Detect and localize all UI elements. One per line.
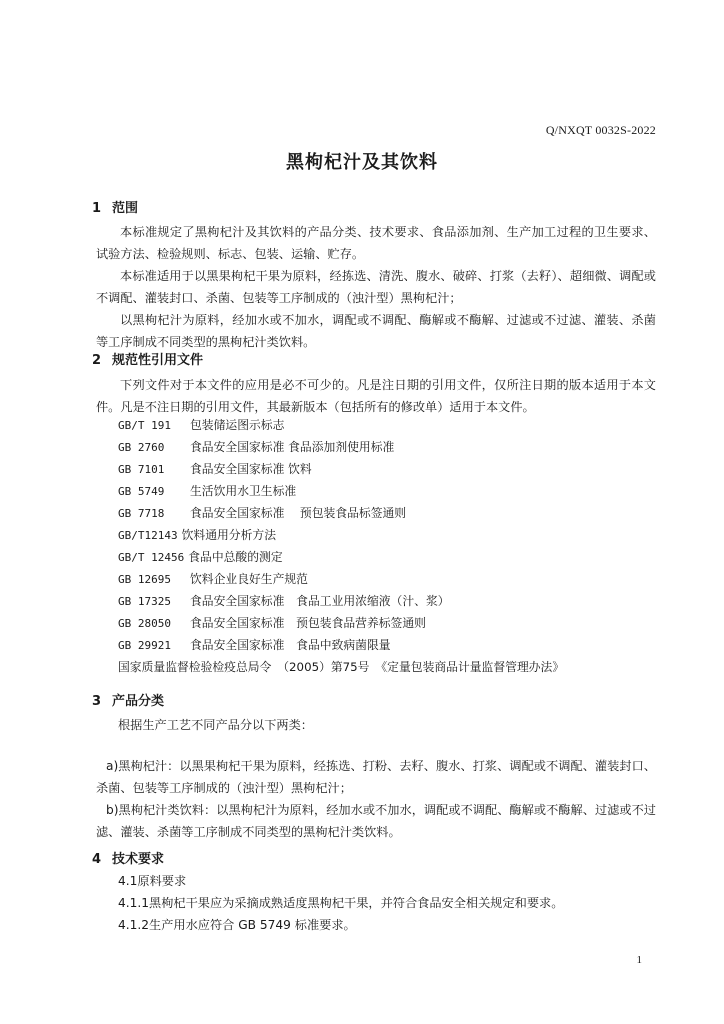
section-2-intro: 下列文件对于本文件的应用是必不可少的。凡是注日期的引用文件，仅所注日期的版本适用于本文件。凡是不注日期的引用文件，其最新版本（包括所有的修改单）适用于本文件。 — [96, 378, 656, 414]
reference-code: GB 28050 — [118, 617, 171, 630]
reference-code: GB 5749 — [118, 485, 165, 498]
section-3-item-b: b)黑枸杞汁类饮料：以黑枸杞汁为原料，经加水或不加水，调配或不调配、酶解或不酶解、过滤或不过滤、灌装、杀菌等工序制成不同类型的黑枸杞汁类饮料。 — [96, 803, 656, 839]
reference-title: 食品安全国家标准 食品添加剂使用标准 — [190, 440, 395, 454]
section-title: 规范性引用文件 — [112, 353, 204, 368]
reference-item — [118, 438, 394, 455]
reference-title: 食品安全国家标准 预包装食品标签通则 — [190, 506, 407, 520]
clause-4-1-1: 4.1.1黑枸杞干果应为采摘成熟适度黑枸杞干果，并符合食品安全相关规定和要求。 — [118, 896, 564, 910]
reference-item — [118, 592, 450, 609]
reference-item — [118, 636, 391, 653]
reference-code: GB 2760 — [118, 441, 165, 454]
section-number: 4 — [92, 852, 102, 867]
section-2-heading — [92, 349, 203, 368]
reference-item — [118, 460, 312, 477]
reference-code: GB/T12143 — [118, 529, 178, 542]
reference-item-decree: 国家质量监督检验检疫总局令 （2005）第75号 《定量包装商品计量监督管理办法》 — [118, 660, 565, 674]
section-3-item-a: a)黑枸杞汁：以黑果枸杞干果为原料，经拣选、打粉、去籽、腹水、打浆、调配或不调配、灌装封口、杀菌、包装等工序制成的（浊汁型）黑枸杞汁； — [96, 759, 656, 795]
reference-title: 饮料通用分析方法 — [181, 528, 276, 542]
clause-4-1-2: 4.1.2生产用水应符合 GB 5749 标准要求。 — [118, 918, 356, 932]
reference-title: 包装储运图示标志 — [190, 418, 285, 432]
reference-item — [118, 614, 426, 631]
section-3-intro: 根据生产工艺不同产品分以下两类： — [118, 718, 313, 732]
reference-item — [118, 482, 296, 499]
section-1-paragraph-2: 本标准适用于以黑果枸杞干果为原料，经拣选、清洗、腹水、破碎、打浆（去籽）、超细微、调配或不调配、灌装封口、杀菌、包装等工序制成的（浊汁型）黑枸杞汁； — [96, 269, 656, 305]
section-1-paragraph-3: 以黑枸杞汁为原料，经加水或不加水，调配或不调配、酶解或不酶解、过滤或不过滤、灌装、杀菌等工序制成不同类型的黑枸杞汁类饮料。 — [96, 313, 656, 349]
reference-code: GB 7101 — [118, 463, 165, 476]
reference-code: GB 7718 — [118, 507, 165, 520]
standard-code: Q/NXQT 0032S-2022 — [545, 123, 656, 137]
section-number: 2 — [92, 353, 102, 368]
reference-code: GB 29921 — [118, 639, 171, 652]
section-title: 产品分类 — [112, 694, 165, 709]
reference-code: GB 17325 — [118, 595, 171, 608]
reference-item — [118, 504, 406, 521]
document-title: 黑枸杞汁及其饮料 — [286, 152, 438, 173]
reference-item — [118, 416, 284, 433]
reference-title: 饮料企业良好生产规范 — [190, 572, 308, 586]
section-1-heading — [92, 197, 138, 216]
reference-title: 食品中总酸的测定 — [188, 550, 283, 564]
clause-4-1: 4.1原料要求 — [118, 874, 187, 888]
reference-code: GB 12695 — [118, 573, 171, 586]
reference-title: 食品安全国家标准 饮料 — [190, 462, 312, 476]
reference-item — [118, 570, 308, 587]
page-number: 1 — [636, 954, 642, 966]
section-4-heading — [92, 848, 164, 867]
reference-title: 食品安全国家标准 预包装食品营养标签通则 — [190, 616, 426, 630]
section-3-heading — [92, 690, 164, 709]
section-title: 技术要求 — [112, 852, 165, 867]
section-number: 1 — [92, 201, 102, 216]
reference-code: GB/T 191 — [118, 419, 171, 432]
reference-item — [118, 548, 283, 565]
reference-item — [118, 526, 276, 543]
section-number: 3 — [92, 694, 102, 709]
reference-code: GB/T 12456 — [118, 551, 185, 564]
section-title: 范围 — [112, 201, 139, 216]
reference-title: 生活饮用水卫生标准 — [190, 484, 297, 498]
reference-title: 食品安全国家标准 食品中致病菌限量 — [190, 638, 391, 652]
section-1-paragraph-1: 本标准规定了黑枸杞汁及其饮料的产品分类、技术要求、食品添加剂、生产加工过程的卫生要求、试验方法、检验规则、标志、包装、运输、贮存。 — [96, 225, 656, 261]
reference-title: 食品安全国家标准 食品工业用浓缩液（汁、浆） — [190, 594, 450, 608]
